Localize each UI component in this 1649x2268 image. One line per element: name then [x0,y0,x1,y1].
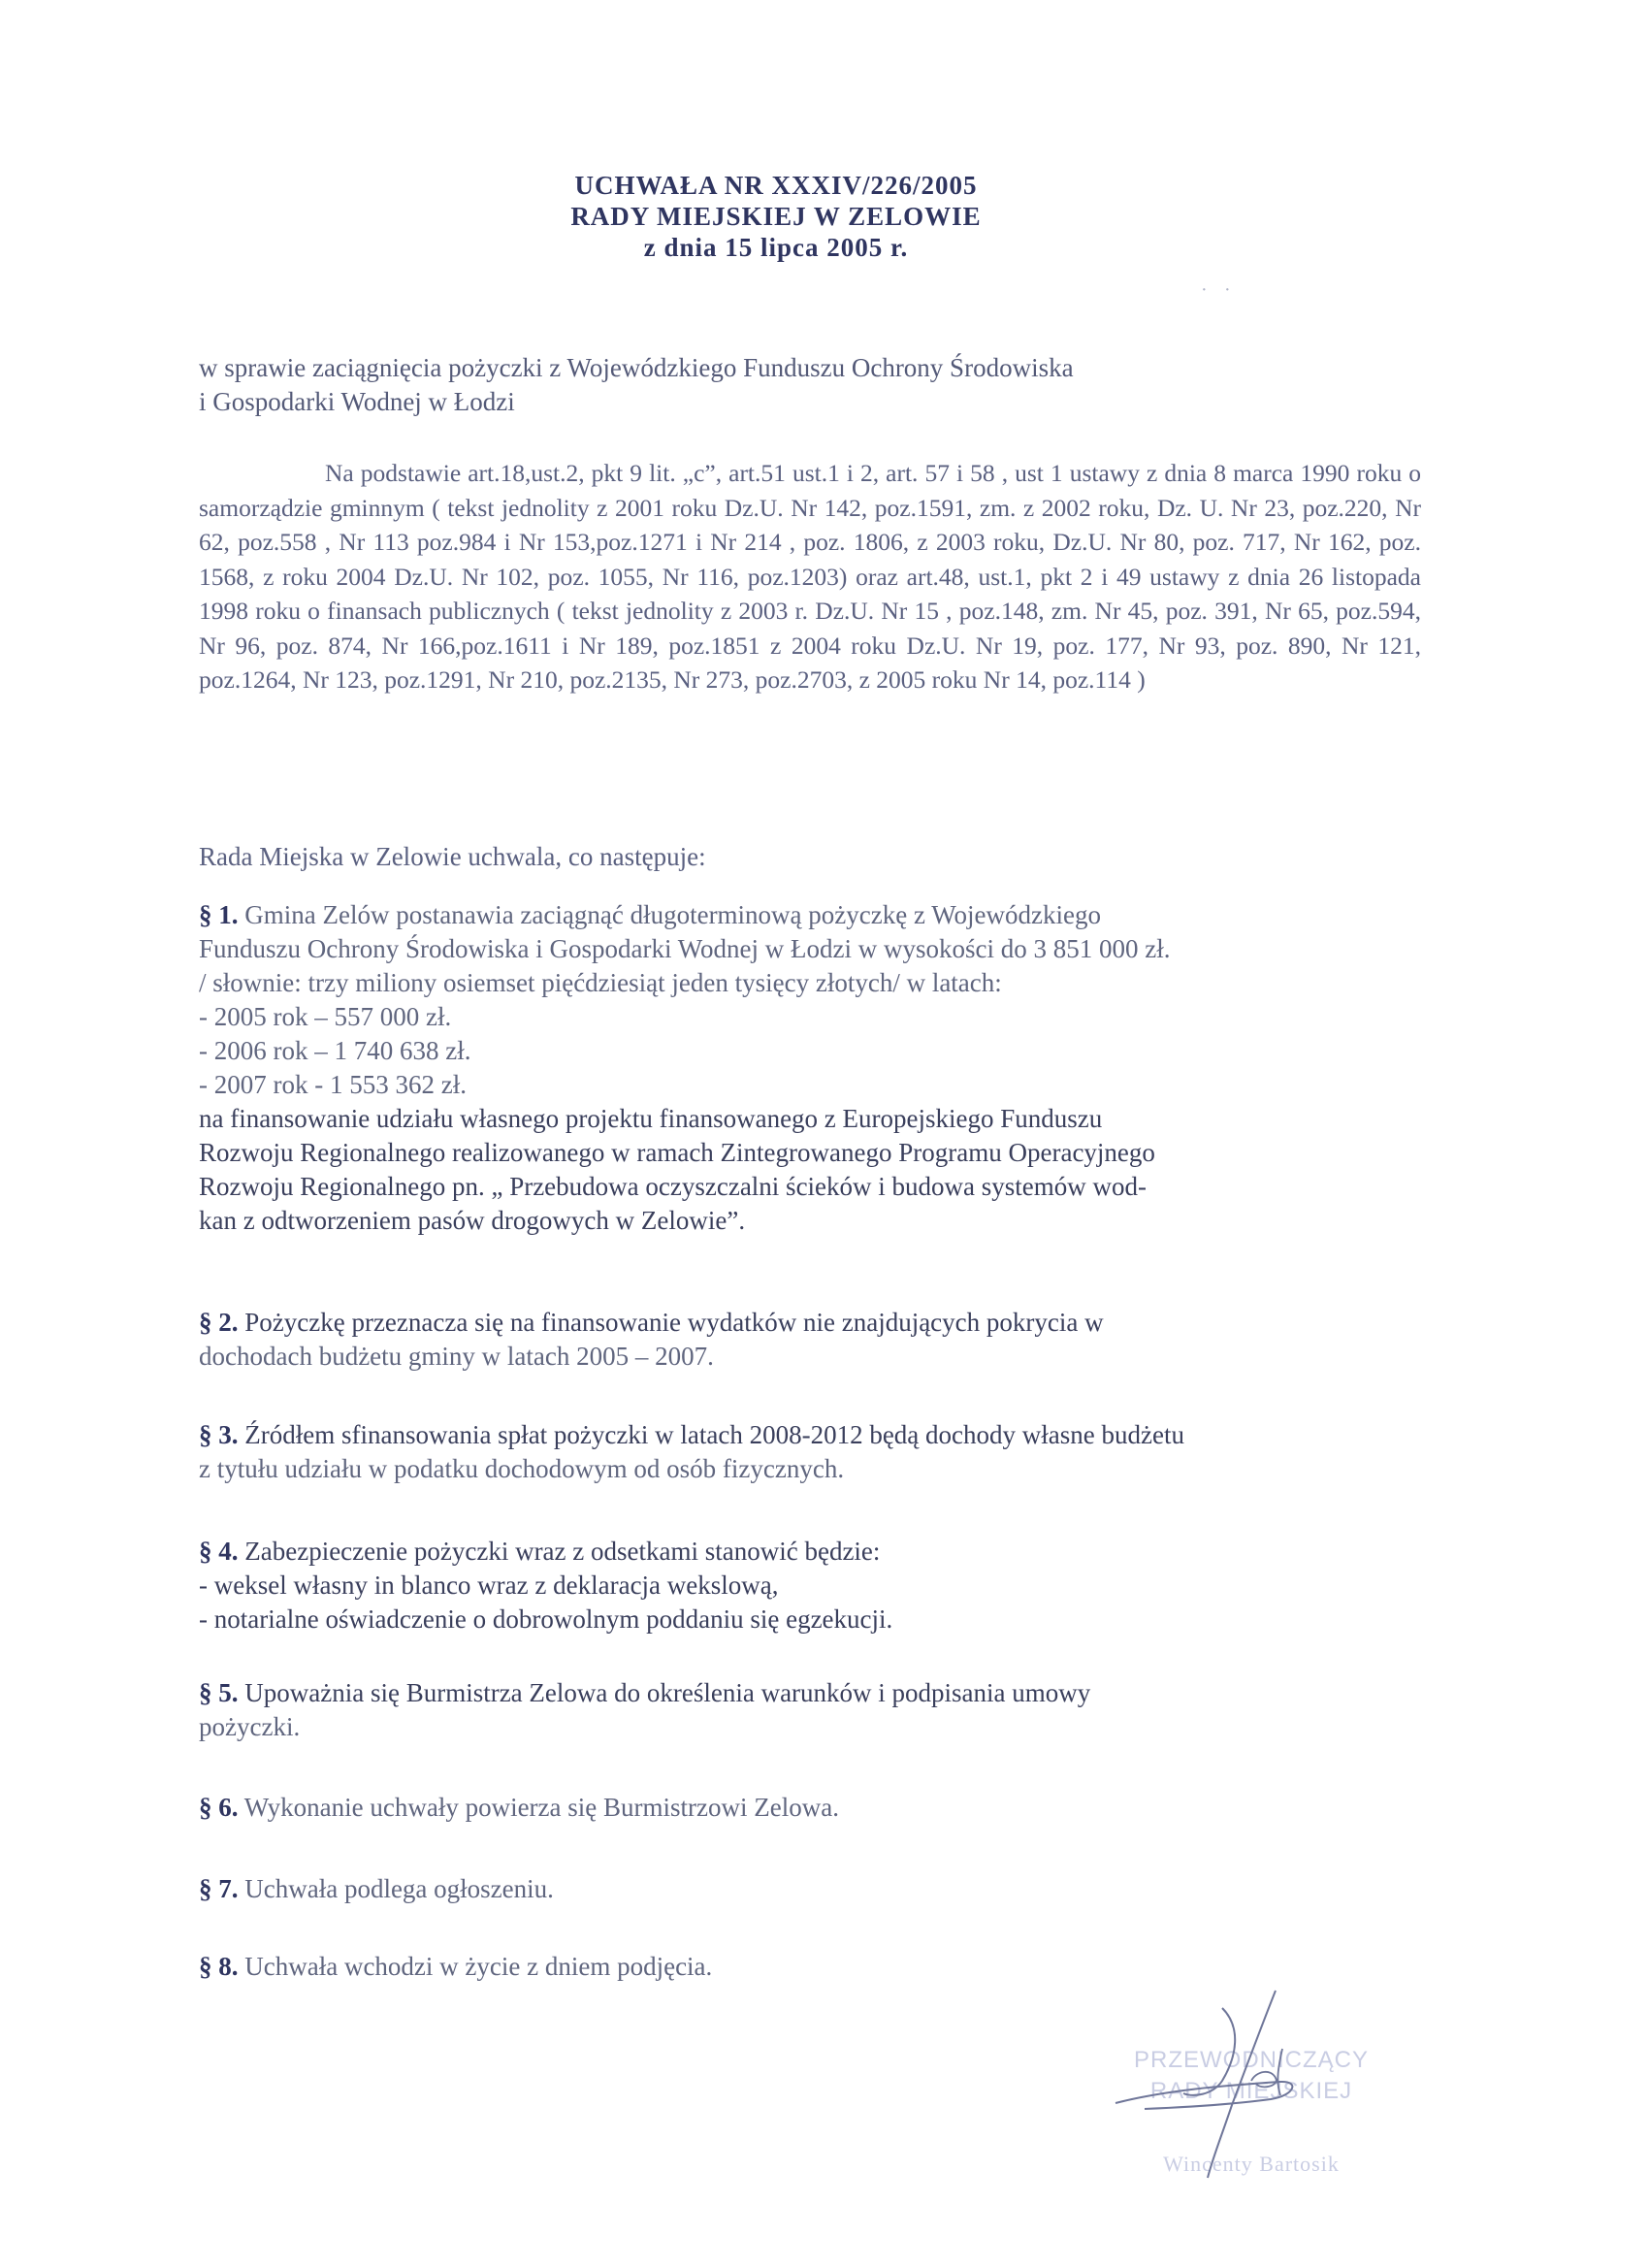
paragraph-text: Pożyczkę przeznacza się na finansowanie wydatków nie znajdujących pokrycia w [244,1308,1104,1337]
stamp-title-2: RADY MIEJSKIEJ [1149,2078,1353,2104]
paragraph-text: na finansowanie udziału własnego projektu finansowanego z Europejskiego Funduszu [199,1104,1103,1133]
resolution-subject [199,351,1314,419]
paragraph-text: z tytułu udziału w podatku dochodowym od osób fizycznych. [199,1454,845,1483]
resolution-number: UCHWAŁA NR XXXIV/226/2005 [574,171,978,200]
paragraph-1 [199,898,1431,1238]
paragraph-mark: § 5. [199,1678,239,1707]
resolution-header [291,170,1261,263]
paragraph-8 [199,1950,1431,1984]
paragraph-text: Uchwała podlega ogłoszeniu. [244,1874,554,1903]
stamp-title-1: PRZEWODNICZĄCY [1134,2047,1369,2073]
paragraph-text: Zabezpieczenie pożyczki wraz z odsetkami stanowić będzie: [244,1537,881,1566]
paragraph-mark: § 3. [199,1420,239,1449]
council-intro: Rada Miejska w Zelowie uchwala, co następuje: [199,842,706,871]
loan-2007: - 2007 rok - 1 553 362 zł. [199,1070,467,1099]
loan-2005: - 2005 rok – 557 000 zł. [199,1002,452,1031]
paragraph-mark: § 8. [199,1952,239,1981]
scan-speck: · [1201,279,1208,301]
paragraph-2 [199,1306,1431,1374]
paragraph-text: Uchwała wchodzi w życie z dniem podjęcia. [244,1952,713,1981]
paragraph-5 [199,1676,1431,1744]
paragraph-text: kan z odtworzeniem pasów drogowych w Zelowie”. [199,1206,746,1235]
paragraph-6 [199,1791,1431,1825]
paragraph-mark: § 7. [199,1874,239,1903]
scan-speck: · [1224,279,1231,301]
paragraph-mark: § 6. [199,1793,239,1822]
signature-stamp [1077,1989,1406,2183]
paragraph-text: Funduszu Ochrony Środowiska i Gospodarki Wodnej w Łodzi w wysokości do 3 851 000 zł. [199,934,1171,963]
paragraph-text: Rozwoju Regionalnego pn. „ Przebudowa oczyszczalni ścieków i budowa systemów wod- [199,1172,1148,1201]
resolution-date: z dnia 15 lipca 2005 r. [643,233,909,262]
paragraph-7 [199,1872,1431,1906]
loan-2006: - 2006 rok – 1 740 638 zł. [199,1036,471,1065]
paragraph-text: Rozwoju Regionalnego realizowanego w ramach Zintegrowanego Programu Operacyjnego [199,1138,1155,1167]
subject-line-2: i Gospodarki Wodnej w Łodzi [199,387,515,416]
paragraph-text: - notarialne oświadczenie o dobrowolnym poddaniu się egzekucji. [199,1604,893,1634]
council-name: RADY MIEJSKIEJ W ZELOWIE [570,202,982,231]
paragraph-text: Upoważnia się Burmistrza Zelowa do określenia warunków i podpisania umowy [244,1678,1091,1707]
paragraph-3 [199,1418,1431,1486]
paragraph-text: - weksel własny in blanco wraz z deklaracja wekslową, [199,1571,779,1600]
legal-basis-text: Na podstawie art.18,ust.2, pkt 9 lit. „c”, art.51 ust.1 i 2, art. 57 i 58 , ust 1 ustawy z dnia 8 marca 1990 roku o samorządzie gminnym ( tekst jednolity z 2001 roku Dz.U. Nr 142, poz.1591, zm. z 2002 roku, Dz. U. Nr 23, poz.220, Nr 62, poz.558 , Nr 113 poz.984 i Nr 153,poz.1271 i Nr 214 , poz. 1806, z 2003 roku, Dz.U. Nr 80, poz. 717, Nr 162, poz. 1568, z roku 2004 Dz.U. Nr 102, poz. 1055, Nr 116, poz.1203) oraz art.48, ust.1, pkt 2 i 49 ustawy z dnia 26 listopada 1998 roku o finansach publicznych ( tekst jednolity z 2003 r. Dz.U. Nr 15 , poz.148, zm. Nr 45, poz. 391, Nr 65, poz.594, Nr 96, poz. 874, Nr 166,poz.1611 i Nr 189, poz.1851 z 2004 roku Dz.U. Nr 19, poz. 177, Nr 93, poz. 890, Nr 121, poz.1264, Nr 123, poz.1291, Nr 210, poz.2135, Nr 273, poz.2703, z 2005 roku Nr 14, poz.114 ) [199,459,1421,694]
paragraph-text: / słownie: trzy miliony osiemset pięćdziesiąt jeden tysięcy złotych/ w latach: [199,968,1002,997]
paragraph-mark: § 4. [199,1537,239,1566]
paragraph-4 [199,1535,1431,1636]
legal-basis [199,456,1421,697]
paragraph-text: Gmina Zelów postanawia zaciągnąć długoterminową pożyczkę z Wojewódzkiego [244,900,1101,929]
paragraph-text: Wykonanie uchwały powierza się Burmistrzowi Zelowa. [243,1793,839,1822]
handwritten-signature-icon [1077,1989,1406,2183]
subject-line-1: w sprawie zaciągnięcia pożyczki z Wojewódzkiego Funduszu Ochrony Środowiska [199,353,1074,382]
paragraph-mark: § 2. [199,1308,239,1337]
paragraph-mark: § 1. [199,900,239,929]
paragraph-text: pożyczki. [199,1712,301,1741]
stamp-name: Wincenty Bartosik [1163,2152,1340,2176]
paragraph-text: Źródłem sfinansowania spłat pożyczki w latach 2008-2012 będą dochody własne budżetu [244,1420,1184,1449]
paragraph-text: dochodach budżetu gminy w latach 2005 – 2007. [199,1342,714,1371]
